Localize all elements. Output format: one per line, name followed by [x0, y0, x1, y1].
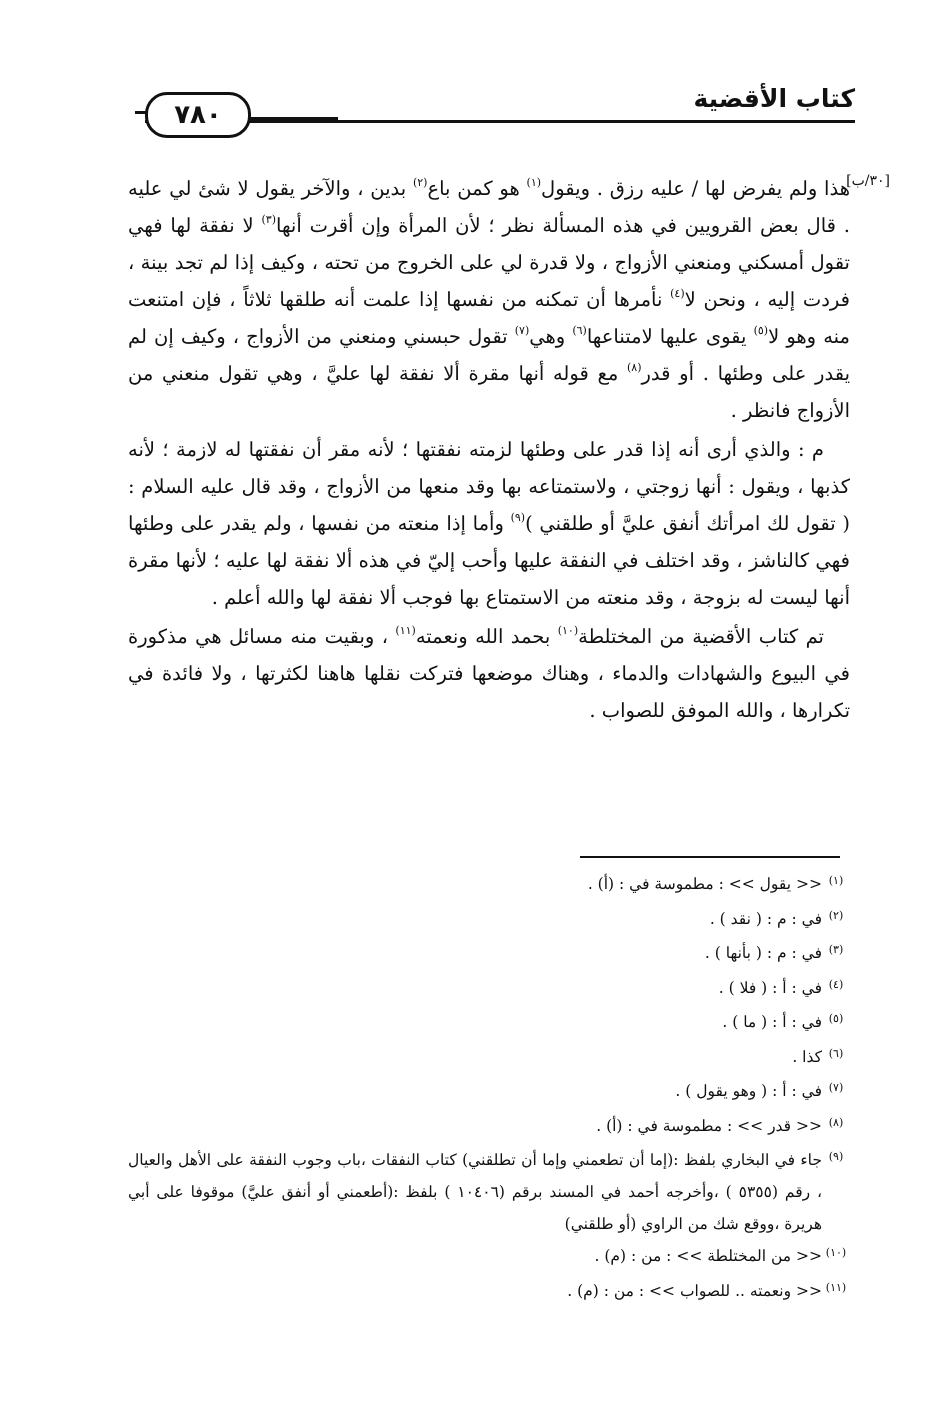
- footnote-ref[interactable]: (٨): [626, 361, 642, 374]
- paragraph: [128, 170, 850, 429]
- footnote-number: (٧): [828, 1081, 844, 1094]
- footnote-number: (٢): [828, 908, 844, 922]
- footnote-ref[interactable]: (٦): [572, 324, 587, 337]
- paragraph: [128, 431, 850, 616]
- footnote-text: في : أ : ( فلا ) .: [718, 978, 822, 997]
- footnote: [128, 1041, 850, 1076]
- footnote-ref[interactable]: (١٠): [557, 624, 579, 637]
- footnote-ref[interactable]: (١١): [395, 624, 416, 637]
- text-run: تقول حبسني ومنعني من الأزواج ، وكيف إن لم يقدر على وطئها . أو قدر: [128, 325, 851, 385]
- text-run: بحمد الله ونعمته: [415, 625, 558, 648]
- footnote-number: (٥): [828, 1012, 844, 1025]
- footnote-ref[interactable]: (٧): [514, 324, 530, 337]
- text-run: م : والذي أرى أنه إذا قدر على وطئها لزمته نفقتها ؛ لأنه مقر أن نفقتها له لازمة ؛ لأنه كذبها ، ويقول : أنها زوجتي ، ولاستمتاعه بها وقد منعها من الأزواج ، وقد قال عليه السلام : ( تقول لك امرأتك أنفق عليَّ أو طلقني ): [128, 438, 850, 535]
- footnote-number: (١٠): [825, 1246, 847, 1259]
- footnote-number: (١): [828, 874, 844, 887]
- footnote: [128, 868, 850, 903]
- footnote-separator: [580, 856, 840, 858]
- footnotes: [128, 868, 850, 1309]
- text-run: بدين ، والآخر يقول لا شئ لي عليه . قال بعض القرويين في هذه المسألة نظر ؛ لأن المرأة وإن أقرت أنها: [128, 177, 850, 237]
- page-header: [135, 78, 855, 142]
- text-run: وأما إذا منعته من نفسها ، ولم يقدر على وطئها فهي كالناشز ، وقد اختلف في النفقة عليها وأحب إليّ في هذه ألا نفقة لها عليه ؛ لأنها مقرة أنها ليست له بزوجة ، وقد منعته من الاستمتاع بها فوجب ألا نفقة لها والله أعلم .: [128, 512, 850, 609]
- footnote-number: (١١): [825, 1280, 847, 1294]
- footnote-number: (٦): [828, 1046, 844, 1060]
- footnote-text: << يقول >> : مطموسة في : (أ) .: [587, 875, 822, 893]
- text-run: لا نفقة لها فهي تقول أمسكني ومنعني الأزواج ، ولا قدرة لي على الخروج من تحته ، وكيف إذا لم تجد بينة ، فردت إليه ، ونحن لا: [128, 214, 850, 311]
- text-run: يقوى عليها لامتناعها: [586, 325, 754, 348]
- footnote: [128, 1110, 850, 1145]
- header-rule: [145, 120, 855, 123]
- footnote: [128, 1144, 850, 1240]
- text-run: نأمرها أن تمكنه من نفسها إذا علمت أنه طلقها ثلاثاً ، فإن امتنعت منه وهو لا: [128, 288, 851, 348]
- footnote: [128, 903, 850, 938]
- footnote: [128, 972, 850, 1007]
- footnote-ref[interactable]: (٤): [670, 287, 685, 300]
- footnote: [128, 937, 850, 972]
- footnote-number: (٣): [828, 943, 844, 956]
- text-run: وهي: [529, 325, 573, 348]
- main-text: [128, 170, 850, 731]
- chapter-title: كتاب الأقضية: [693, 84, 855, 113]
- paragraph: [128, 618, 850, 729]
- footnote-text: في : أ : ( وهو يقول ) .: [675, 1082, 822, 1100]
- manuscript-folio-marker: [٣٠/ب]: [846, 173, 890, 189]
- footnote-text: في : أ : ( ما ) .: [722, 1013, 822, 1031]
- footnote: [128, 1240, 850, 1275]
- footnote-number: (٩): [828, 1150, 844, 1163]
- footnote-text: << من المختلطة >> : من : (م) .: [594, 1247, 822, 1265]
- footnote-text: كذا .: [792, 1047, 822, 1066]
- footnote-ref[interactable]: (٢): [412, 176, 428, 189]
- footnote-ref[interactable]: (٣): [261, 213, 276, 226]
- text-run: ، وبقيت منه مسائل هي مذكورة في البيوع والشهادات والدماء ، وهناك موضعها فتركت نقلها هاهنا لكثرتها ، ولا فائدة في تكرارها ، والله الموفق للصواب .: [128, 625, 850, 722]
- footnote: [128, 1006, 850, 1041]
- footnote-number: (٨): [828, 1115, 844, 1129]
- footnote-text: في : م : ( نقد ) .: [709, 909, 822, 928]
- footnote-text: جاء في البخاري بلفظ :(إما أن تطعمني وإما أن تطلقني) كتاب النفقات ،باب وجوب النفقة على الأهل والعيال ، رقم (٥٣٥٥ ) ،وأخرجه أحمد في المسند برقم (١٠٤٠٦ ) بلفظ :(أطعمني أو أنفق عليَّ) موقوفا على أبي هريرة ،ووقع شك من الراوي (أو طلقني): [128, 1151, 822, 1233]
- text-run: مع قوله أنها مقرة ألا نفقة لها عليَّ ، وهي تقول منعني من الأزواج فانظر .: [128, 362, 850, 422]
- text-run: هذا ولم يفرض لها / عليه رزق . ويقول: [541, 177, 850, 200]
- footnote-number: (٤): [828, 977, 844, 991]
- footnote-text: << ونعمته .. للصواب >> : من : (م) .: [567, 1281, 822, 1300]
- text-run: هو كمن باع: [427, 177, 527, 200]
- footnote-ref[interactable]: (٥): [753, 324, 769, 337]
- footnote-ref[interactable]: (٩): [510, 511, 526, 524]
- footnote: [128, 1075, 850, 1110]
- footnote: [128, 1275, 850, 1310]
- page-number: ٧٨٠: [145, 92, 251, 138]
- footnote-text: << قدر >> : مطموسة في : (أ) .: [596, 1116, 822, 1135]
- footnote-ref[interactable]: (١): [526, 176, 542, 189]
- footnote-text: في : م : ( بأنها ) .: [704, 944, 822, 962]
- text-run: تم كتاب الأقضية من المختلطة: [578, 625, 824, 648]
